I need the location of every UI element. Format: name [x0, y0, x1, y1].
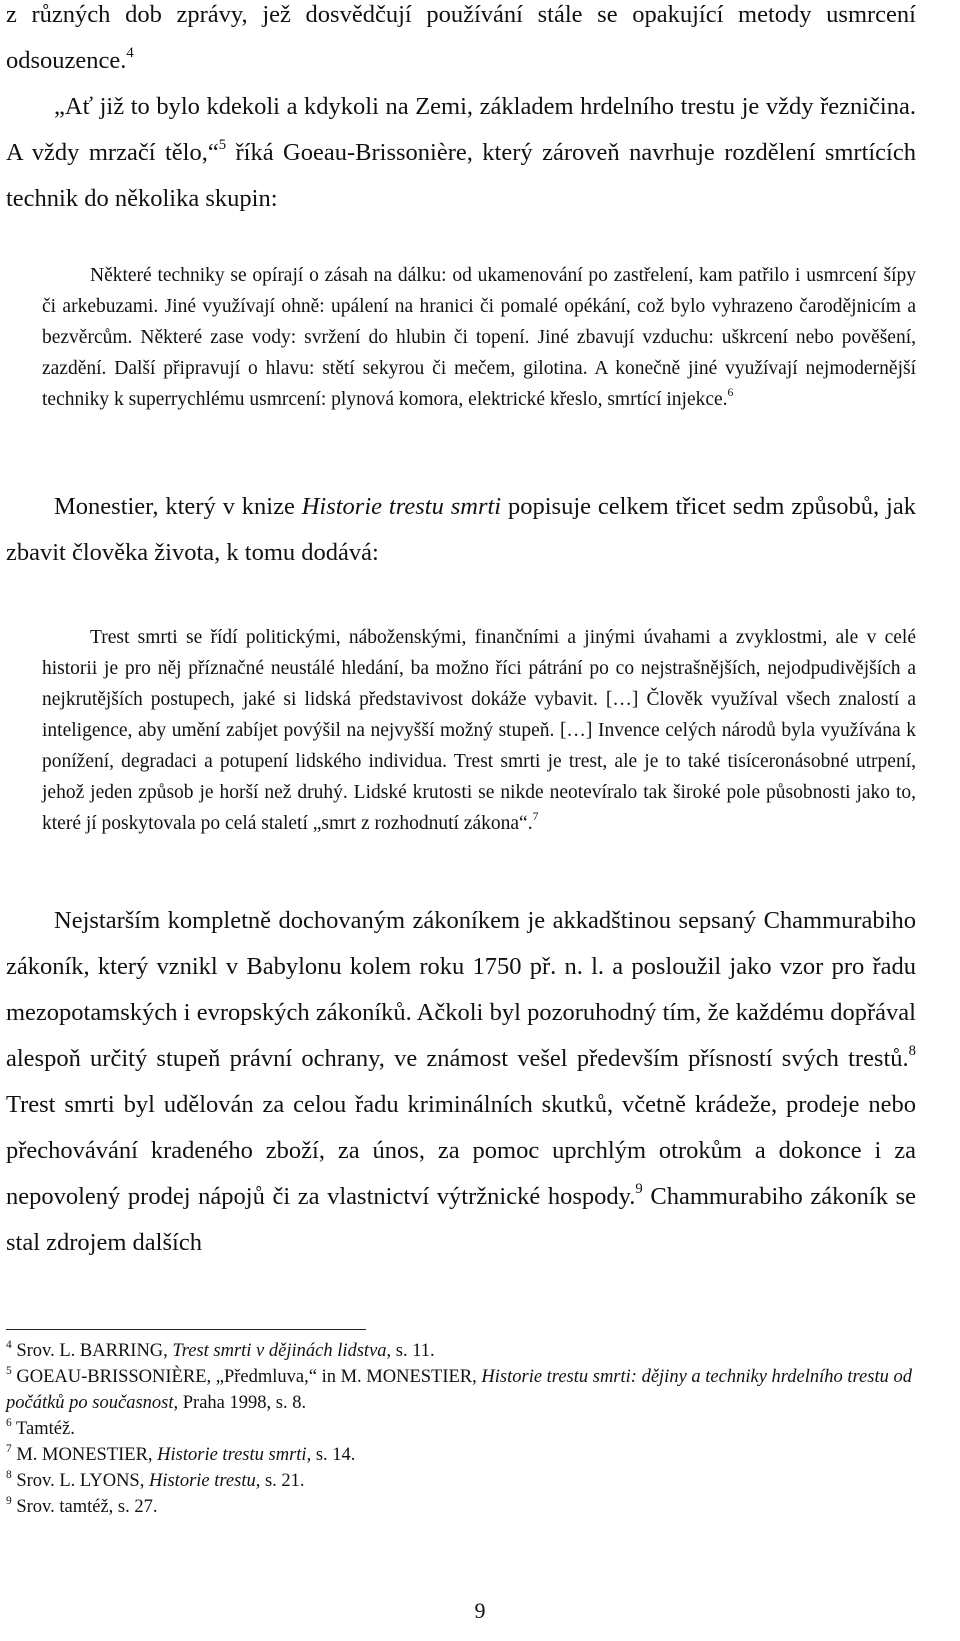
paragraph-text: říká Goeau-Brissonière, který zároveň navrhuje rozdělení smrtících technik do několika skupin:	[6, 139, 916, 212]
page-number: 9	[474, 1598, 486, 1623]
paragraph-text: „Ať již to bylo kdekoli a kdykoli na Zemi, základem hrdelního trestu je vždy řezničina. A vždy mrzačí tělo,“	[6, 93, 916, 166]
footnote-text: , Praha 1998, s. 8.	[173, 1393, 307, 1413]
footnote-number: 6	[6, 1416, 12, 1429]
footnote-number: 4	[6, 1338, 12, 1351]
paragraph-text: Trest smrti byl udělován za celou řadu kriminálních skutků, včetně krádeže, prodeje nebo přechovávání kradeného zboží, za únos, za pomoc uprchlým otrokům a dokonce i za nepovolený prodej nápojů či za vlastnictví výtržnické hospody.	[6, 1091, 916, 1210]
footnote-4	[6, 1338, 916, 1364]
footnote-title: Trest smrti v dějinách lidstva	[172, 1341, 387, 1361]
footnote-7	[6, 1442, 916, 1468]
footnote-text: , s. 11.	[386, 1341, 435, 1361]
footnote-reference: 7	[532, 810, 539, 824]
body-paragraph-1	[6, 0, 916, 222]
block-quote-1	[42, 260, 916, 415]
footnote-text: Srov. L. LYONS,	[11, 1471, 149, 1491]
footnote-reference: 4	[126, 44, 134, 61]
block-quote-2	[42, 622, 916, 839]
paragraph-text: popisuje celkem třicet sedm způsobů, jak zbavit člověka života, k tomu dodává:	[6, 493, 916, 566]
footnote-title: Historie trestu smrti	[157, 1445, 307, 1465]
paragraph-text: z různých dob zprávy, jež dosvědčují používání stále se opakující metody usmrcení odsouzence.	[6, 1, 916, 74]
footnote-6	[6, 1416, 916, 1442]
footnote-text: Srov. tamtéž, s. 27.	[11, 1497, 158, 1517]
footnote-number: 5	[6, 1364, 12, 1377]
book-title: Historie trestu smrti	[301, 493, 502, 520]
footnote-number: 9	[6, 1494, 12, 1507]
footnote-separator	[6, 1329, 366, 1330]
paragraph-text: Chammurabiho zákoník se stal zdrojem dalších	[6, 1183, 916, 1256]
footnote-8	[6, 1468, 916, 1494]
footnote-text: GOEAU-BRISSONIÈRE, „Předmluva,“ in M. MONESTIER,	[11, 1367, 482, 1387]
footnote-title: Historie trestu smrti: dějiny a techniky hrdelního trestu od počátků po současnost	[6, 1367, 912, 1413]
footnote-reference: 9	[635, 1180, 643, 1197]
footnote-text: Tamtéž.	[11, 1419, 75, 1439]
quote-text: Některé techniky se opírají o zásah na dálku: od ukamenování po zastřelení, kam patřilo i usmrcení šípy či arkebuzami. Jiné využívají ohně: upálení na hranici či pomalé opékání, což bylo vyhrazeno čarodějnicím a bezvěrcům. Některé zase vody: svržení do hlubin či topení. Jiné zbavují vzduchu: uškrcení nebo pověšení, zazdění. Další připravují o hlavu: stětí sekyrou či mečem, gilotina. A konečně jiné využívají nejmodernější techniky k superrychlému usmrcení: plynová komora, elektrické křeslo, smrtící injekce.	[42, 265, 916, 410]
footnote-9	[6, 1494, 916, 1520]
footnote-reference: 8	[908, 1042, 916, 1059]
footnote-reference: 5	[218, 136, 227, 153]
body-paragraph-3	[6, 898, 916, 1266]
paragraph-text: Monestier, který v knize	[54, 493, 302, 520]
footnote-text: Srov. L. BARRING,	[11, 1341, 173, 1361]
footnote-text: , s. 21.	[255, 1471, 305, 1491]
footnote-text: M. MONESTIER,	[11, 1445, 158, 1465]
paragraph-text: Nejstarším kompletně dochovaným zákoníkem je akkadštinou sepsaný Chammurabiho zákoník, který vznikl v Babylonu kolem roku 1750 př. n. l. a posloužil jako vzor pro řadu mezopotamských i evropských zákoníků. Ačkoli byl pozoruhodný tím, že každému dopřával alespoň určitý stupeň právní ochrany, ve známost vešel především přísností svých trestů.	[6, 907, 916, 1072]
body-paragraph-2	[6, 484, 916, 576]
footnote-number: 8	[6, 1468, 12, 1481]
footnote-number: 7	[6, 1442, 12, 1455]
footnote-reference: 6	[727, 386, 734, 400]
footnote-text: , s. 14.	[306, 1445, 356, 1465]
quote-text: Trest smrti se řídí politickými, náboženskými, finančními a jinými úvahami a zvyklostmi, ale v celé historii je pro něj příznačné neustálé hledání, ba možno říci pátrání po co nejstrašnějších, nejodpudivějších a nejkrutějších postupech, jaké si lidská představivost dokáže vybavit. […] Člověk využíval všech znalostí a inteligence, aby umění zabíjet povýšil na nejvyšší možný stupeň. […] Invence celých národů byla využívána k ponížení, degradaci a potupení lidského individua. Trest smrti je trest, ale je to také tisíceronásobné utrpení, jehož jeden způsob je horší než druhý. Lidské krutosti se nikde neotevíralo tak široké pole působnosti jako to, které jí poskytovala po celá staletí „smrt z rozhodnutí zákona“.	[42, 627, 916, 834]
footnote-title: Historie trestu	[148, 1471, 256, 1491]
footnotes	[6, 1338, 916, 1520]
footnote-5	[6, 1364, 916, 1416]
